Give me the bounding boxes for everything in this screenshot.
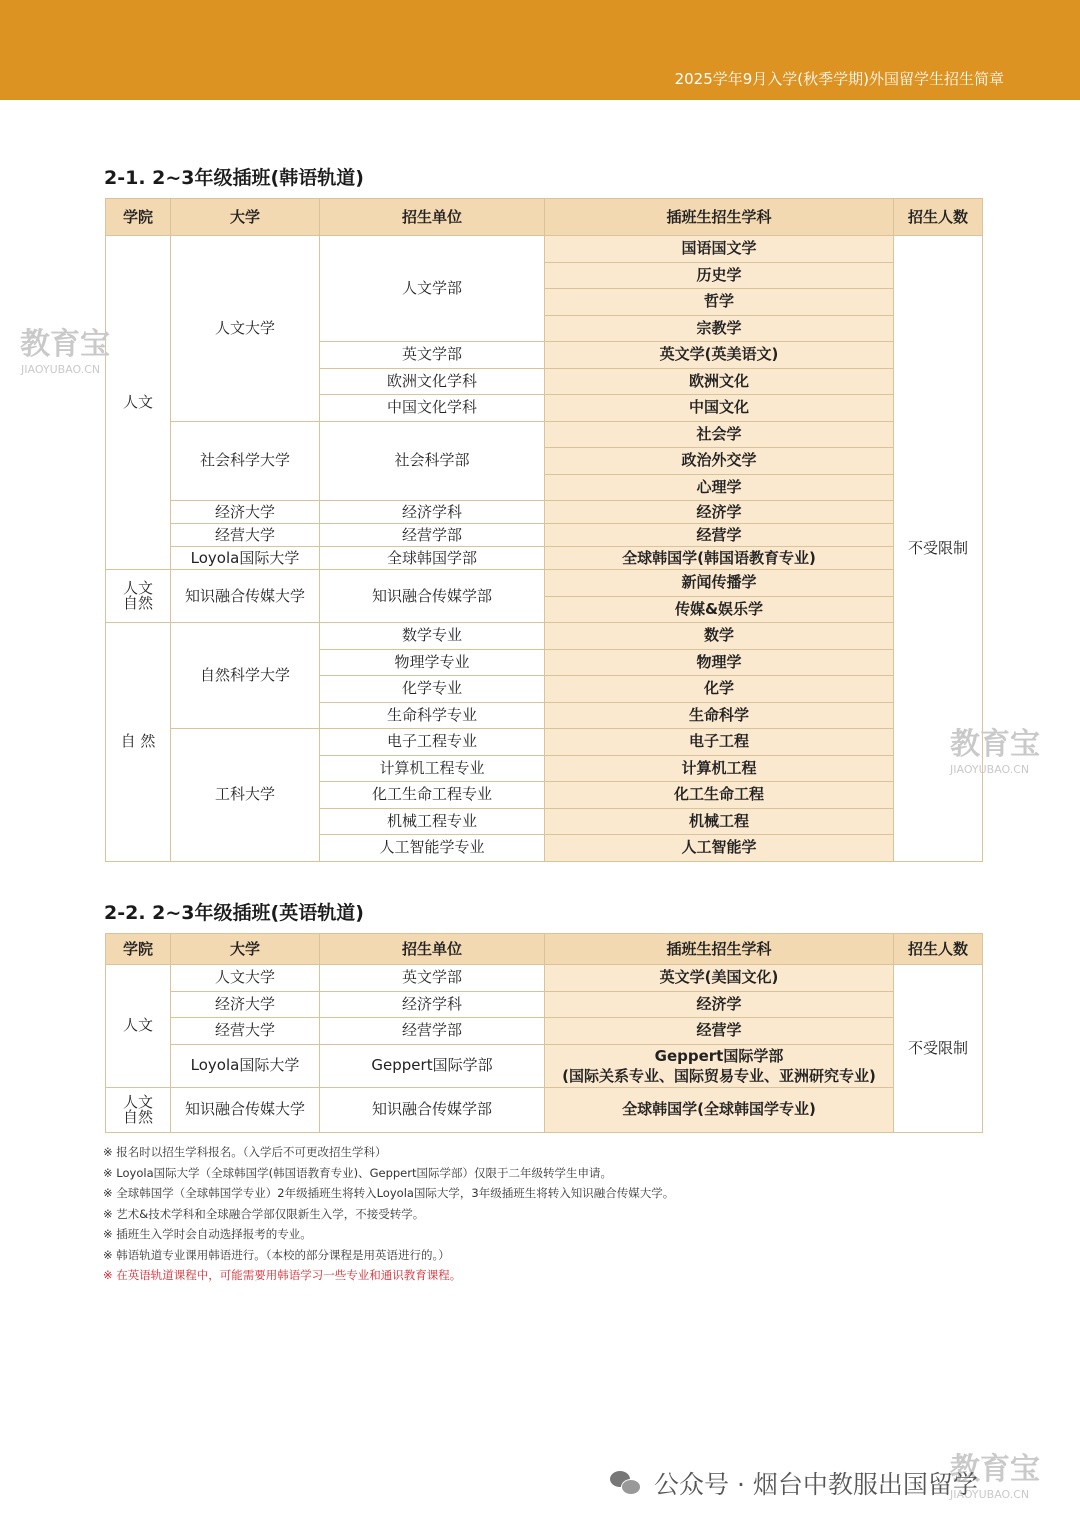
- col-header-university: 大学: [171, 934, 320, 965]
- university-cell: 知识融合传媒大学: [171, 1087, 320, 1132]
- col-header-unit: 招生单位: [320, 199, 545, 236]
- college-cell: 人文 自然: [106, 1087, 171, 1132]
- subject-cell: 计算机工程: [545, 755, 894, 782]
- university-cell: 人文大学: [171, 236, 320, 422]
- university-cell: Loyola国际大学: [171, 547, 320, 570]
- note-item: ※ 韩语轨道专业课用韩语进行。（本校的部分课程是用英语进行的。）: [103, 1247, 450, 1262]
- subject-line: Geppert国际学部: [654, 1046, 784, 1065]
- subject-cell: 化学: [545, 676, 894, 703]
- table-row: [106, 547, 983, 570]
- quota-cell: 不受限制: [894, 965, 983, 1133]
- unit-cell: 知识融合传媒学部: [320, 570, 545, 623]
- unit-cell: 经济学科: [320, 991, 545, 1018]
- unit-cell: 社会科学部: [320, 421, 545, 501]
- notes-list: [103, 1142, 674, 1286]
- header-bar: [0, 0, 1080, 100]
- table-row: [106, 623, 983, 650]
- col-header-quota: 招生人数: [894, 199, 983, 236]
- subject-cell: 机械工程: [545, 808, 894, 835]
- unit-cell: 欧洲文化学科: [320, 368, 545, 395]
- quota-cell: 不受限制: [894, 236, 983, 862]
- table-row: [106, 1018, 983, 1045]
- subject-cell: 电子工程: [545, 729, 894, 756]
- table-row: [106, 236, 983, 263]
- subject-cell: [545, 1044, 894, 1087]
- subject-cell: 宗教学: [545, 315, 894, 342]
- unit-cell: 人工智能学专业: [320, 835, 545, 862]
- unit-cell: 计算机工程专业: [320, 755, 545, 782]
- university-cell: 经济大学: [171, 501, 320, 524]
- unit-cell: Geppert国际学部: [320, 1044, 545, 1087]
- note-item: ※ 全球韩国学（全球韩国学专业）2年级插班生将转入Loyola国际大学，3年级插班生将转入知识融合传媒大学。: [103, 1186, 675, 1200]
- college-cell: 人文 自然: [106, 570, 171, 623]
- college-cell: 人文: [106, 236, 171, 570]
- table-header-row: [106, 199, 983, 236]
- section-title-korean-track: 2-1. 2~3年级插班(韩语轨道): [104, 167, 364, 189]
- subject-cell: 欧洲文化: [545, 368, 894, 395]
- unit-cell: 知识融合传媒学部: [320, 1087, 545, 1132]
- watermark-url: JIAOYUBAO.CN: [950, 1488, 1030, 1501]
- table-row: [106, 991, 983, 1018]
- subject-cell: 国语国文学: [545, 236, 894, 263]
- unit-cell: 机械工程专业: [320, 808, 545, 835]
- subject-cell: 化工生命工程: [545, 782, 894, 809]
- university-cell: 人文大学: [171, 965, 320, 992]
- subject-cell: 经营学: [545, 524, 894, 547]
- subject-cell: 中国文化: [545, 395, 894, 422]
- university-cell: 知识融合传媒大学: [171, 570, 320, 623]
- section-title-english-track: 2-2. 2~3年级插班(英语轨道): [104, 902, 364, 924]
- col-header-university: 大学: [171, 199, 320, 236]
- subject-cell: 传媒&娱乐学: [545, 596, 894, 623]
- watermark-logo: 教育宝: [20, 327, 110, 362]
- subject-cell: 哲学: [545, 289, 894, 316]
- table-row: [106, 501, 983, 524]
- table-row: [106, 421, 983, 448]
- unit-cell: 物理学专业: [320, 649, 545, 676]
- wechat-icon: [610, 1471, 640, 1495]
- university-cell: 经营大学: [171, 524, 320, 547]
- subject-cell: 经济学: [545, 991, 894, 1018]
- note-item: ※ 艺术&技术学科和全球融合学部仅限新生入学，不接受转学。: [103, 1206, 425, 1221]
- subject-cell: 全球韩国学(全球韩国学专业): [545, 1087, 894, 1132]
- note-item: ※ 报名时以招生学科报名。（入学后不可更改招生学科）: [103, 1145, 387, 1159]
- table-row: [106, 524, 983, 547]
- table-row: [106, 1044, 983, 1087]
- subject-cell: 数学: [545, 623, 894, 650]
- col-header-subject: 插班生招生学科: [545, 199, 894, 236]
- subject-cell: 政治外交学: [545, 448, 894, 475]
- unit-cell: 全球韩国学部: [320, 547, 545, 570]
- col-header-college: 学院: [106, 934, 171, 965]
- note-item: ※ 插班生入学时会自动选择报考的专业。: [103, 1227, 312, 1241]
- subject-cell: 社会学: [545, 421, 894, 448]
- university-cell: Loyola国际大学: [171, 1044, 320, 1087]
- footer-account: [610, 1465, 978, 1501]
- university-cell: 社会科学大学: [171, 421, 320, 501]
- col-header-unit: 招生单位: [320, 934, 545, 965]
- unit-cell: 电子工程专业: [320, 729, 545, 756]
- unit-cell: 英文学部: [320, 342, 545, 369]
- watermark-logo: 教育宝: [950, 1452, 1040, 1487]
- subject-cell: 生命科学: [545, 702, 894, 729]
- university-cell: 工科大学: [171, 729, 320, 862]
- college-cell: 自 然: [106, 623, 171, 862]
- note-item: ※ Loyola国际大学（全球韩国学(韩国语教育专业)、Geppert国际学部）仅限于二年级转学生申请。: [103, 1165, 612, 1180]
- table-header-row: [106, 934, 983, 965]
- unit-cell: 化工生命工程专业: [320, 782, 545, 809]
- subject-cell: 物理学: [545, 649, 894, 676]
- subject-cell: 全球韩国学(韩国语教育专业): [545, 547, 894, 570]
- subject-cell: 心理学: [545, 474, 894, 501]
- footer-text: 公众号 · 烟台中教服出国留学: [654, 1470, 978, 1499]
- table-row: [106, 570, 983, 597]
- col-header-subject: 插班生招生学科: [545, 934, 894, 965]
- university-cell: 经营大学: [171, 1018, 320, 1045]
- subject-cell: 历史学: [545, 262, 894, 289]
- subject-line: (国际关系专业、国际贸易专业、亚洲研究专业): [562, 1066, 876, 1085]
- unit-cell: 英文学部: [320, 965, 545, 992]
- table-row: [106, 965, 983, 992]
- unit-cell: 经营学部: [320, 524, 545, 547]
- english-track-table: [105, 933, 983, 1133]
- unit-cell: 中国文化学科: [320, 395, 545, 422]
- watermark-logo: 教育宝: [950, 727, 1040, 762]
- subject-cell: 经营学: [545, 1018, 894, 1045]
- korean-track-table: [105, 198, 983, 862]
- subject-cell: 经济学: [545, 501, 894, 524]
- col-header-quota: 招生人数: [894, 934, 983, 965]
- unit-cell: 化学专业: [320, 676, 545, 703]
- unit-cell: 经济学科: [320, 501, 545, 524]
- watermark-url: JIAOYUBAO.CN: [21, 363, 101, 376]
- unit-cell: 数学专业: [320, 623, 545, 650]
- unit-cell: 经营学部: [320, 1018, 545, 1045]
- watermark-url: JIAOYUBAO.CN: [950, 763, 1030, 776]
- header-title: 2025学年9月入学(秋季学期)外国留学生招生简章: [674, 70, 1004, 88]
- subject-cell: 人工智能学: [545, 835, 894, 862]
- subject-cell: 新闻传播学: [545, 570, 894, 597]
- unit-cell: 人文学部: [320, 236, 545, 342]
- table-row: [106, 1087, 983, 1132]
- subject-cell: 英文学(美国文化): [545, 965, 894, 992]
- col-header-college: 学院: [106, 199, 171, 236]
- college-cell: 人文: [106, 965, 171, 1088]
- unit-cell: 生命科学专业: [320, 702, 545, 729]
- note-item-highlight: ※ 在英语轨道课程中，可能需要用韩语学习一些专业和通识教育课程。: [103, 1268, 462, 1282]
- subject-cell: 英文学(英美语文): [545, 342, 894, 369]
- university-cell: 自然科学大学: [171, 623, 320, 729]
- university-cell: 经济大学: [171, 991, 320, 1018]
- table-row: [106, 729, 983, 756]
